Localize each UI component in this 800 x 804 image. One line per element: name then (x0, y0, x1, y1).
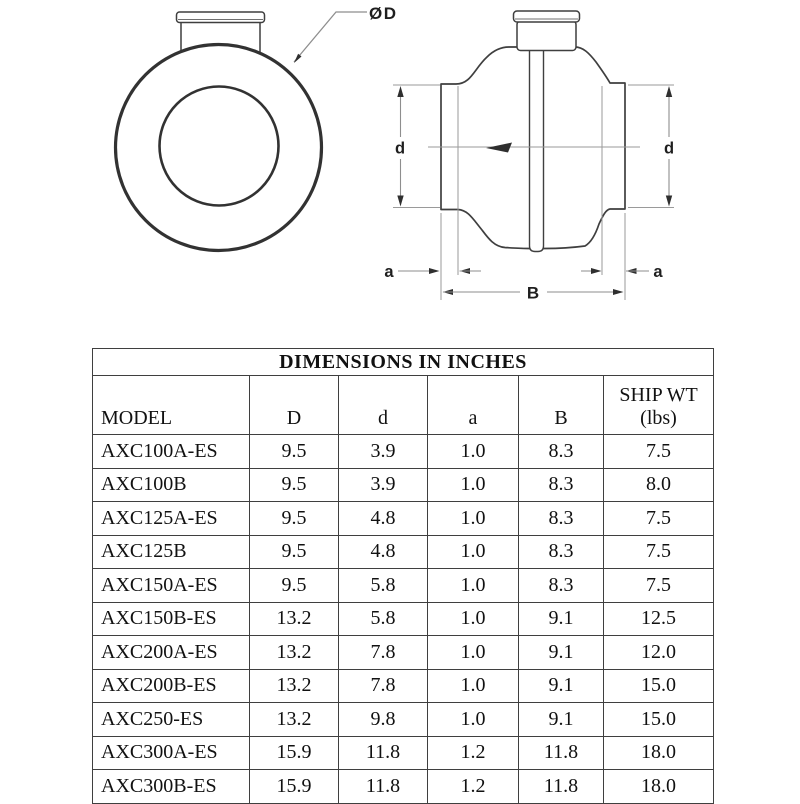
dim-a-left (384, 263, 481, 281)
model-cell: AXC150A-ES (93, 569, 250, 603)
value-cell: 13.2 (250, 703, 339, 737)
table-row (93, 535, 714, 569)
table-row (93, 703, 714, 737)
value-cell: 18.0 (604, 736, 714, 770)
dim-d-left (393, 85, 440, 208)
value-cell: 9.1 (519, 669, 604, 703)
value-cell: 1.0 (428, 602, 519, 636)
table-row (93, 569, 714, 603)
value-cell: 7.5 (604, 535, 714, 569)
inner-circle (160, 87, 279, 206)
diameter-leader (294, 12, 367, 63)
dim-b (443, 284, 624, 303)
table-row (93, 435, 714, 469)
value-cell: 9.5 (250, 502, 339, 536)
dimensions-table-body (93, 435, 714, 804)
value-cell: 9.1 (519, 602, 604, 636)
value-cell: 1.0 (428, 535, 519, 569)
value-cell: 1.0 (428, 669, 519, 703)
model-cell: AXC250-ES (93, 703, 250, 737)
b-label: B (526, 283, 540, 303)
dim-d-right (628, 85, 674, 208)
value-cell: 8.3 (519, 502, 604, 536)
a-left-label: a (384, 263, 394, 281)
junction-box-side (514, 11, 580, 51)
table-title-row (93, 349, 714, 376)
header-B: B (519, 376, 604, 435)
fan-front-view (116, 4, 398, 251)
technical-drawing (0, 0, 800, 336)
header-a: a (428, 376, 519, 435)
table-row (93, 502, 714, 536)
value-cell: 1.2 (428, 770, 519, 804)
table-row (93, 636, 714, 670)
value-cell: 1.0 (428, 569, 519, 603)
value-cell: 8.3 (519, 569, 604, 603)
value-cell: 4.8 (339, 535, 428, 569)
value-cell: 8.3 (519, 468, 604, 502)
clamp-seam (530, 50, 544, 252)
table-row (93, 602, 714, 636)
d-right-label: d (663, 139, 675, 158)
value-cell: 9.5 (250, 468, 339, 502)
value-cell: 15.0 (604, 703, 714, 737)
value-cell: 7.5 (604, 502, 714, 536)
d-left-label: d (394, 139, 406, 158)
model-cell: AXC300B-ES (93, 770, 250, 804)
value-cell: 7.8 (339, 636, 428, 670)
value-cell: 8.3 (519, 535, 604, 569)
model-cell: AXC300A-ES (93, 736, 250, 770)
value-cell: 5.8 (339, 569, 428, 603)
model-cell: AXC200B-ES (93, 669, 250, 703)
table-row (93, 770, 714, 804)
value-cell: 7.5 (604, 435, 714, 469)
table-row (93, 669, 714, 703)
value-cell: 9.5 (250, 435, 339, 469)
fan-side-view (384, 11, 674, 303)
value-cell: 5.8 (339, 602, 428, 636)
value-cell: 1.0 (428, 636, 519, 670)
dim-a-right (581, 263, 663, 281)
value-cell: 11.8 (339, 770, 428, 804)
a-right-label: a (653, 263, 663, 281)
header-model: MODEL (93, 376, 250, 435)
value-cell: 9.5 (250, 569, 339, 603)
value-cell: 9.1 (519, 636, 604, 670)
model-cell: AXC150B-ES (93, 602, 250, 636)
model-cell: AXC200A-ES (93, 636, 250, 670)
header-d: d (339, 376, 428, 435)
value-cell: 12.5 (604, 602, 714, 636)
value-cell: 11.8 (519, 770, 604, 804)
diameter-label: ØD (369, 4, 398, 23)
table-row (93, 736, 714, 770)
value-cell: 18.0 (604, 770, 714, 804)
value-cell: 1.0 (428, 703, 519, 737)
model-cell: AXC125A-ES (93, 502, 250, 536)
header-ship-wt-line1: SHIP WT (619, 384, 698, 406)
value-cell: 9.8 (339, 703, 428, 737)
value-cell: 15.9 (250, 736, 339, 770)
table-title: DIMENSIONS IN INCHES (93, 349, 714, 376)
value-cell: 9.1 (519, 703, 604, 737)
model-cell: AXC125B (93, 535, 250, 569)
value-cell: 9.5 (250, 535, 339, 569)
dimensions-table (92, 348, 714, 804)
value-cell: 15.9 (250, 770, 339, 804)
value-cell: 1.0 (428, 468, 519, 502)
value-cell: 13.2 (250, 602, 339, 636)
value-cell: 13.2 (250, 669, 339, 703)
header-ship-wt (604, 376, 714, 435)
value-cell: 11.8 (519, 736, 604, 770)
header-D: D (250, 376, 339, 435)
value-cell: 7.5 (604, 569, 714, 603)
table-header-row (93, 376, 714, 435)
value-cell: 4.8 (339, 502, 428, 536)
value-cell: 8.3 (519, 435, 604, 469)
value-cell: 8.0 (604, 468, 714, 502)
value-cell: 12.0 (604, 636, 714, 670)
value-cell: 3.9 (339, 435, 428, 469)
value-cell: 1.0 (428, 502, 519, 536)
value-cell: 15.0 (604, 669, 714, 703)
model-cell: AXC100A-ES (93, 435, 250, 469)
value-cell: 1.2 (428, 736, 519, 770)
value-cell: 3.9 (339, 468, 428, 502)
header-ship-wt-line2: (lbs) (640, 407, 677, 429)
value-cell: 11.8 (339, 736, 428, 770)
model-cell: AXC100B (93, 468, 250, 502)
value-cell: 1.0 (428, 435, 519, 469)
value-cell: 7.8 (339, 669, 428, 703)
table-row (93, 468, 714, 502)
value-cell: 13.2 (250, 636, 339, 670)
